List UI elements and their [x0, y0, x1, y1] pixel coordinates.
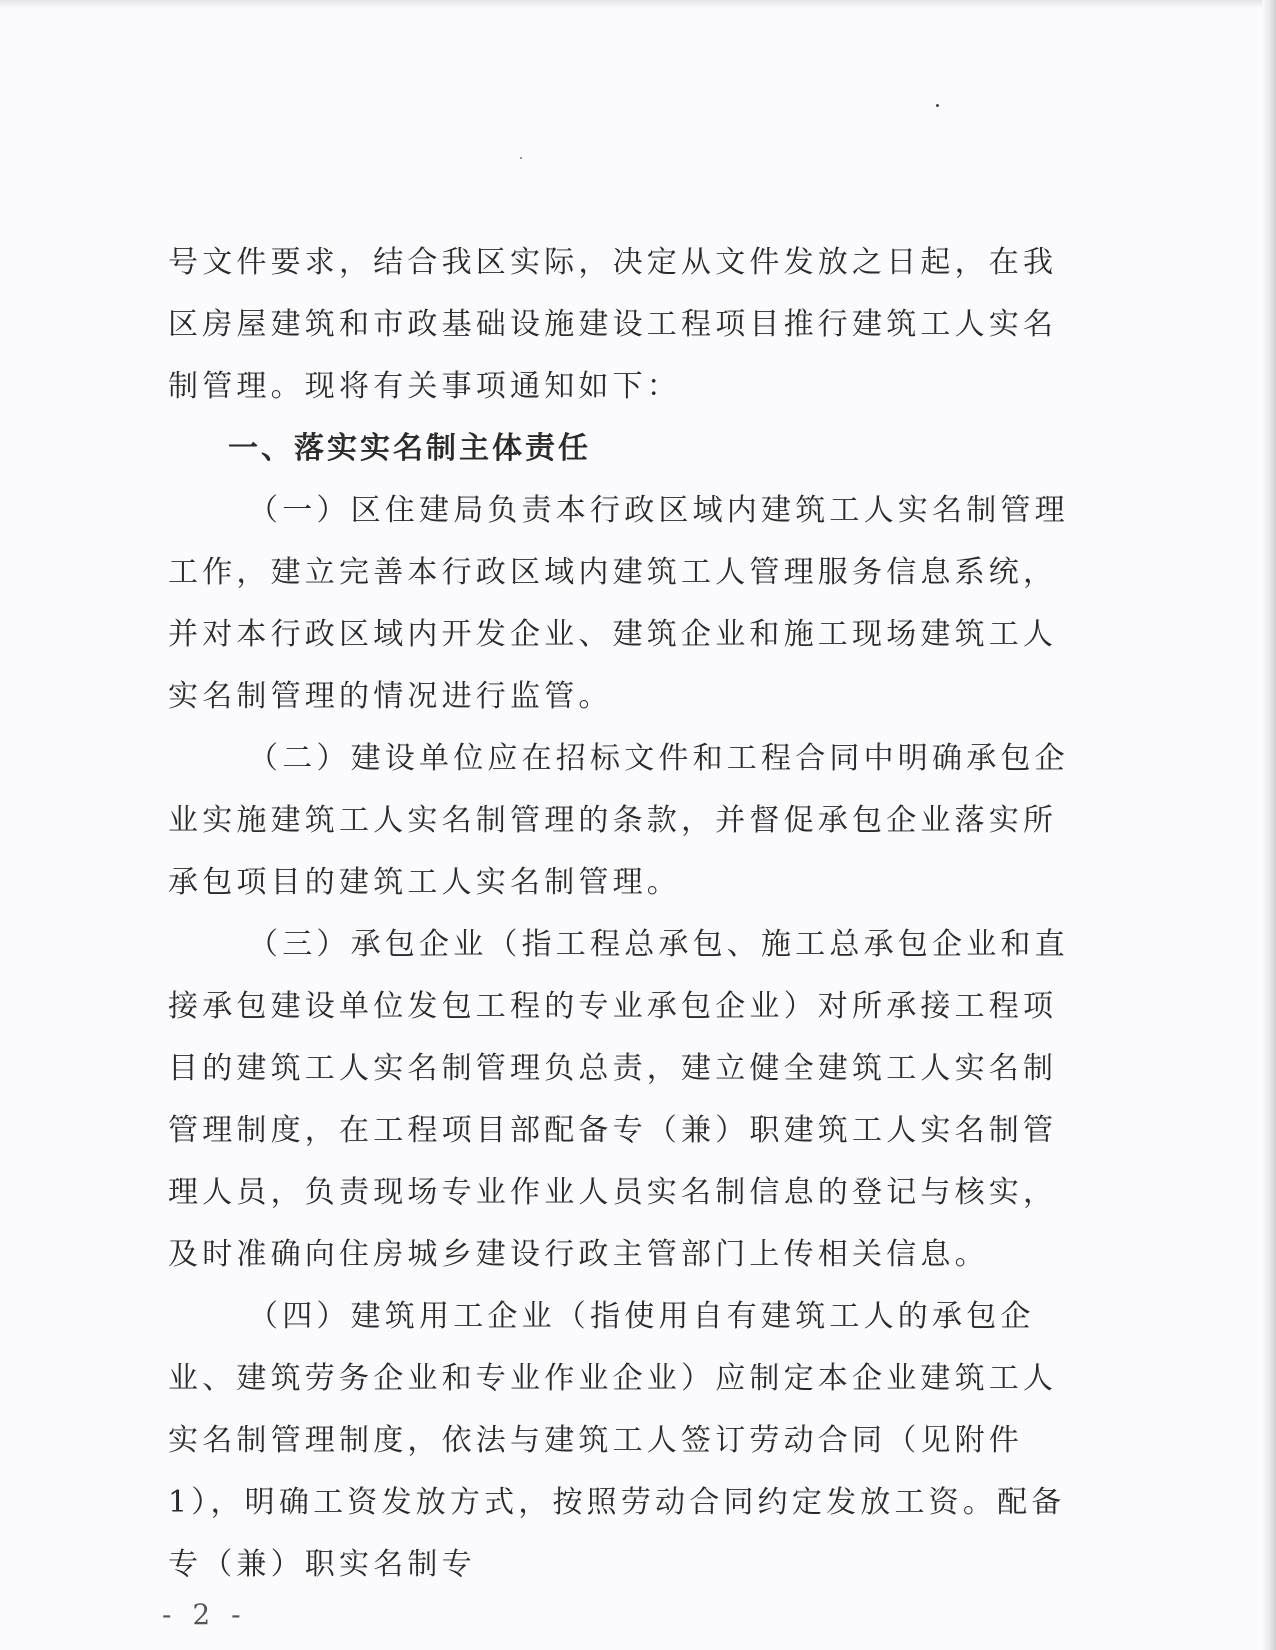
scan-speck: [936, 104, 939, 107]
paragraph-item-2: （二）建设单位应在招标文件和工程合同中明确承包企业实施建筑工人实名制管理的条款，并督促承包企业落实所承包项目的建筑工人实名制管理。: [168, 741, 1069, 900]
paragraph-intro: 号文件要求，结合我区实际，决定从文件发放之日起，在我区房屋建筑和市政基础设施建设工程项目推行建筑工人实名制管理。现将有关事项通知如下：: [168, 245, 1058, 404]
scan-shadow-top: [0, 0, 1276, 8]
scan-speck: [520, 157, 522, 159]
document-body: [168, 232, 1088, 1596]
section-heading: 一、落实实名制主体责任: [228, 431, 591, 466]
paragraph-item-1: （一）区住建局负责本行政区域内建筑工人实名制管理工作，建立完善本行政区域内建筑工人管理服务信息系统，并对本行政区域内开发企业、建筑企业和施工现场建筑工人实名制管理的情况进行监管。: [168, 493, 1069, 714]
paragraph-item-4: （四）建筑用工企业（指使用自有建筑工人的承包企业、建筑劳务企业和专业作业企业）应制定本企业建筑工人实名制管理制度，依法与建筑工人签订劳动合同（见附件1），明确工资发放方式，按照劳动合同约定发放工资。配备专（兼）职实名制专: [168, 1299, 1066, 1582]
paragraph-item-3: （三）承包企业（指工程总承包、施工总承包企业和直接承包建设单位发包工程的专业承包企业）对所承接工程项目的建筑工人实名制管理负总责，建立健全建筑工人实名制管理制度，在工程项目部配备专（兼）职建筑工人实名制管理人员，负责现场专业作业人员实名制信息的登记与核实，及时准确向住房城乡建设行政主管部门上传相关信息。: [168, 927, 1069, 1272]
scan-shadow-right: [1262, 0, 1276, 1650]
page-number: - 2 -: [162, 1598, 247, 1631]
